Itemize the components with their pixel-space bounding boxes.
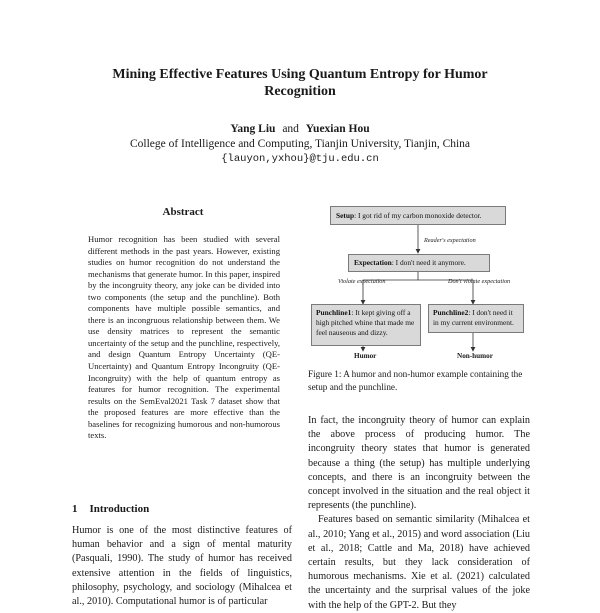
abstract-text: Humor recognition has been studied with several different methods in the past years. However, existing studies on humor recognition do not understand the mechanisms that generate humor. In this paper, inspired by the incongruity theory, any joke can be divided into two components (the setup and the punchline). Both components have multiple possible semantics, and there is an incongruous relationship between them. We use density matrices to represent the semantic uncertainty of the setup and the punchline, respectively, and design Quantum Entropy Uncertainty (QE-Uncertainty) and Quantum Entropy Incongruity (QE-Incongruity) with the help of quantum entropy as features for humor recognition. The experimental results on the SemEval2021 Task 7 dataset show that the proposed features are more effective than the baselines for recognizing humorous and non-humorous texts.	[88, 234, 280, 441]
title-line-2: Recognition	[264, 84, 336, 99]
non-humor-label: Non-humor	[457, 352, 493, 360]
setup-box	[330, 206, 506, 225]
title-line-1: Mining Effective Features Using Quantum Entropy for Humor	[112, 67, 488, 82]
section-number: 1	[72, 503, 78, 515]
punchline2-text: : I don't need it in my current environment.	[433, 308, 514, 327]
punchline2-box	[428, 304, 524, 333]
humor-label: Humor	[354, 352, 377, 360]
author-2: Yuexian Hou	[305, 123, 370, 135]
expectation-label: Expectation	[354, 258, 392, 267]
figure-1	[308, 200, 528, 376]
expectation-text: : I don't need it anymore.	[391, 258, 466, 267]
setup-text: : I got rid of my carbon monoxide detector.	[354, 211, 482, 220]
introduction-text: Humor is one of the most distinctive features of human behavior and a sign of mental maturity (Pasquali, 1990). The study of humor has received extensive attention in the fields of linguistics, philosophy, psychology, and sociology (Mihalcea et al., 2010). Computational humor is of particular	[72, 525, 292, 608]
punchline2-label: Punchline2	[433, 308, 469, 317]
author-separator: and	[282, 123, 299, 135]
figure-caption: Figure 1: A humor and non-humor example containing the setup and the punchline.	[308, 369, 523, 392]
setup-label: Setup	[336, 211, 355, 220]
author-names	[60, 122, 540, 137]
dont-violate-expectation-label: Don't violate expectation	[448, 278, 511, 285]
punchline1-label: Punchline1	[316, 308, 352, 317]
paragraph-incongruity: In fact, the incongruity theory of humor can explain the above process of producing humor. The incongruity theory states that humor is generated because a thing (the setup) has multiple underlying concepts, and there is an incongruity between the concept involved in the situation and the real object it represents (the punchline).	[308, 415, 530, 512]
figure-arrows	[308, 200, 528, 376]
author-block	[60, 122, 540, 167]
expectation-box	[348, 254, 490, 272]
punchline1-box	[311, 304, 421, 346]
section-title: Introduction	[89, 503, 150, 515]
punchline1-text: : It kept giving off a high pitched whine that made me feel nauseous and dizzy.	[316, 308, 415, 337]
violate-expectation-label: Violate expectation	[338, 278, 386, 285]
section-heading-introduction	[72, 503, 149, 515]
abstract-heading: Abstract	[162, 206, 204, 218]
right-column-text	[308, 414, 530, 613]
author-email: {lauyon,yxhou}@tju.edu.cn	[221, 153, 379, 165]
readers-expectation-label: Reader's expectation	[424, 237, 476, 244]
affiliation: College of Intelligence and Computing, Tianjin University, Tianjin, China	[129, 138, 471, 150]
paper-title	[60, 66, 540, 100]
author-1: Yang Liu	[230, 123, 276, 135]
paragraph-features: Features based on semantic similarity (Mihalcea et al., 2010; Yang et al., 2015) and word association (Liu et al., 2018; Cattle and Ma, 2018) have achieved certain results, but they lack consideration of humorous mechanisms. Xie et al. (2021) calculated the uncertainty and the surprisal values of the joke with the help of the GPT-2. But they	[308, 514, 530, 611]
